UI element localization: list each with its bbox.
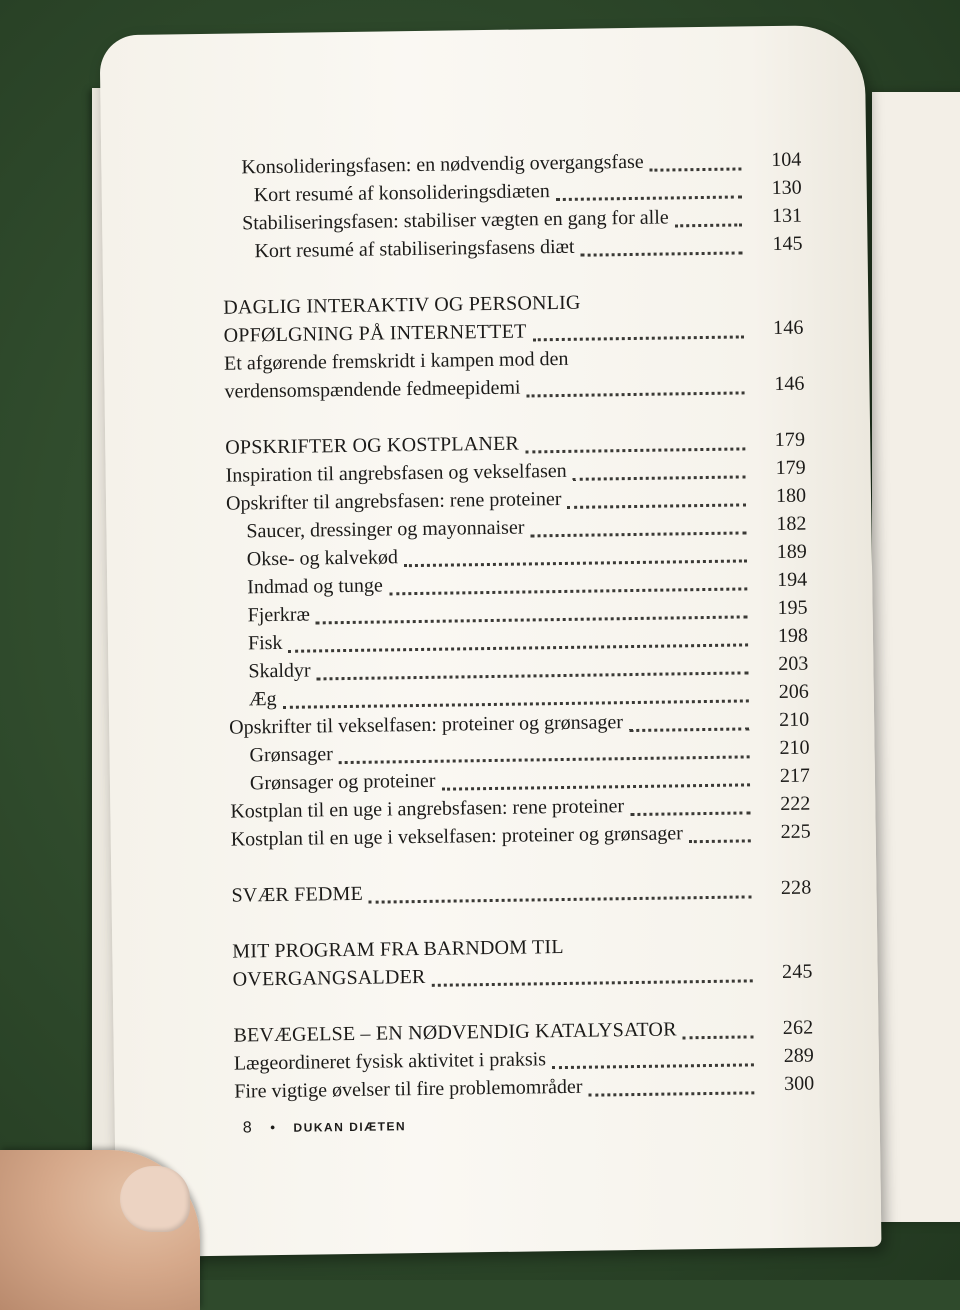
toc-entry-page: 225 — [780, 820, 811, 843]
dot-leader — [556, 195, 742, 201]
toc-entry-label: Fisk — [247, 631, 283, 655]
toc-entry-label: Opskrifter til angrebsfasen: rene proteiner — [225, 487, 562, 515]
dot-leader — [404, 559, 747, 567]
toc-section-title: OPSKRIFTER OG KOSTPLANER — [225, 432, 520, 459]
toc-entry-label: Saucer, dressinger og mayonnaiser — [246, 516, 525, 543]
toc-entry-page: 146 — [774, 372, 805, 396]
toc-entry-page: 245 — [781, 960, 813, 983]
toc-entry-page: 182 — [776, 512, 807, 535]
toc-entry-page: 210 — [778, 708, 810, 731]
toc-entry-page: 189 — [776, 540, 807, 563]
dot-leader — [568, 503, 747, 508]
toc-entry-page: 222 — [780, 792, 811, 815]
book-page — [100, 25, 882, 1258]
dot-leader — [533, 335, 744, 341]
toc-entry-label: Kort resumé af stabiliseringsfasens diæt — [254, 235, 575, 263]
toc-entry-label: Grønsager og proteiner — [249, 769, 436, 795]
toc-entry-label: Stabiliseringsfasen: stabiliser vægten en gang for alle — [241, 206, 669, 235]
running-title: DUKAN DIÆTEN — [293, 1119, 407, 1135]
toc-entry-page: 262 — [782, 1016, 814, 1039]
dot-leader — [675, 223, 742, 227]
toc-entry-label: Fjerkræ — [247, 603, 310, 627]
dot-leader — [689, 839, 751, 843]
toc-section-title: SVÆR FEDME — [231, 882, 364, 907]
dot-leader — [552, 1063, 754, 1069]
toc-entry-label: Indmad og tunge — [247, 574, 383, 599]
toc-entry-page: 203 — [778, 652, 809, 675]
dot-leader — [630, 811, 750, 816]
toc-entry-page: 179 — [775, 456, 806, 480]
toc-entry-label: Grønsager — [249, 743, 334, 767]
dot-leader — [629, 727, 749, 732]
dot-leader — [573, 475, 746, 480]
dot-leader — [442, 783, 751, 790]
toc-entry-page: 300 — [784, 1072, 815, 1095]
page-number: 8 — [242, 1119, 252, 1137]
next-page-edge — [872, 92, 960, 1222]
footer-separator: • — [270, 1119, 276, 1136]
toc-entry-page: 180 — [775, 484, 807, 507]
toc-entry-label: Okse- og kalvekød — [246, 546, 399, 571]
toc-section-title: BEVÆGELSE – EN NØDVENDIG KATALYSATOR — [233, 1018, 677, 1047]
toc-entry-page: 131 — [771, 204, 803, 228]
toc-section-title-line: OPFØLGNING PÅ INTERNETTET — [223, 320, 527, 347]
toc-entry-page: 145 — [772, 232, 803, 256]
toc-entry-label: Lægeordineret fysisk aktivitet i praksis — [233, 1048, 547, 1075]
toc-entry-page: 289 — [783, 1044, 814, 1067]
toc-entry-label: Fire vigtige øvelser til fire problemområder — [234, 1075, 583, 1103]
dot-leader — [581, 251, 743, 256]
toc-entry-page: 146 — [772, 316, 804, 340]
dot-leader — [525, 447, 745, 453]
toc-section-title-line: DAGLIG INTERAKTIV OG PERSONLIG — [223, 291, 581, 319]
dot-leader — [650, 167, 742, 171]
toc-entry-page: 194 — [777, 568, 808, 591]
toc-entry-page: 217 — [779, 764, 811, 787]
toc-entry-page: 206 — [778, 680, 809, 703]
toc-entry-label: Skaldyr — [248, 659, 311, 683]
toc-entry-page: 179 — [774, 428, 806, 452]
toc-entry-page: 130 — [771, 176, 802, 200]
table-of-contents — [221, 146, 814, 1106]
toc-entry-page: 195 — [777, 596, 808, 619]
toc-entry-page: 228 — [780, 876, 812, 899]
toc-entry-label: Kostplan til en uge i angrebsfasen: rene proteiner — [230, 795, 625, 823]
dot-leader — [589, 1091, 755, 1096]
toc-entry-page: 210 — [779, 736, 810, 759]
toc-entry-page: 198 — [777, 624, 809, 647]
dot-leader — [432, 979, 753, 986]
toc-entry-label: Konsolideringsfasen: en nødvendig overgangsfase — [241, 150, 644, 179]
page-footer — [243, 1117, 407, 1137]
toc-entry-label: Kort resumé af konsolideringsdiæten — [253, 180, 550, 207]
toc-subentry-line: verdensomspændende fedmeepidemi — [224, 376, 521, 403]
dot-leader — [683, 1035, 754, 1039]
toc-section-title-line: MIT PROGRAM FRA BARNDOM TIL — [232, 936, 564, 963]
toc-entry-label: Inspiration til angrebsfasen og vekselfasen — [225, 459, 567, 487]
toc-subentry-line: Et afgørende fremskridt i kampen mod den — [223, 347, 569, 375]
toc-section-title-line: OVERGANGSALDER — [232, 965, 426, 991]
toc-entry-label: Æg — [248, 687, 277, 711]
toc-entry-label: Kostplan til en uge i vekselfasen: proteiner og grønsager — [230, 822, 683, 851]
dot-leader — [527, 391, 745, 397]
dot-leader — [531, 531, 747, 537]
thumbnail-nail — [120, 1166, 190, 1232]
toc-entry-label: Opskrifter til vekselfasen: proteiner og grønsager — [229, 711, 624, 739]
toc-entry-page: 104 — [771, 148, 802, 172]
